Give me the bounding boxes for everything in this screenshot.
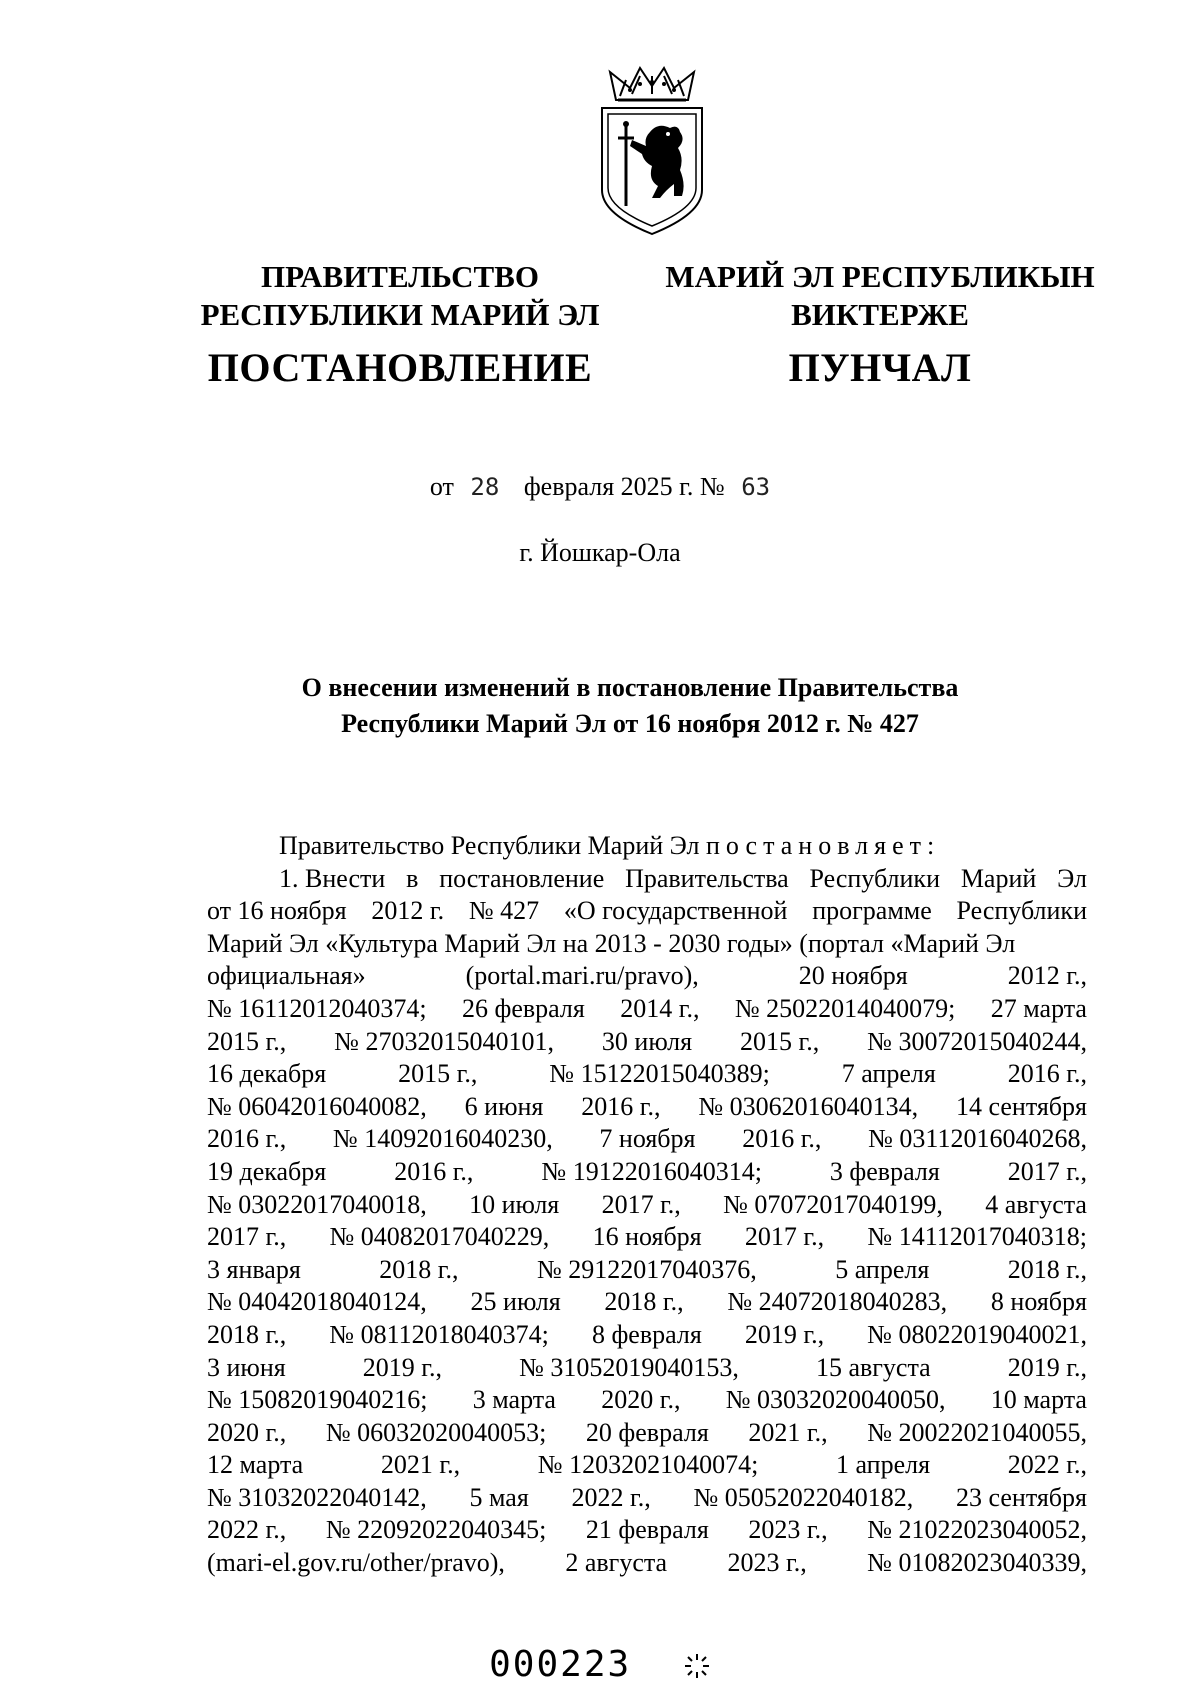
body-word: 10 июля [469, 1189, 560, 1219]
body-word: Эл [1057, 863, 1087, 893]
body-word: 3 марта [472, 1385, 556, 1415]
body-word: № 07072017040199, [723, 1189, 943, 1219]
body-word: Правительства [625, 863, 789, 893]
body-word: № 15122015040389; [549, 1059, 770, 1089]
header-right [660, 258, 1100, 392]
body-word: 3 января [207, 1254, 301, 1284]
body-line [207, 863, 1087, 896]
body-word: программе [812, 896, 932, 926]
date-line [0, 472, 1200, 502]
body-word: № 04082017040229, [329, 1222, 550, 1252]
body-line [207, 993, 1087, 1026]
document-body [207, 830, 1087, 1580]
date-prefix: от [429, 472, 454, 501]
body-word: 2012 г., [1007, 961, 1087, 991]
body-word: 2018 г., [207, 1319, 287, 1349]
header-right-line1: МАРИЙ ЭЛ РЕСПУБЛИКЫН [665, 259, 1095, 294]
body-word: 5 мая [469, 1482, 529, 1512]
body-word: 23 сентября [956, 1482, 1087, 1512]
body-word: 20 ноября [798, 961, 908, 991]
body-word: № 29122017040376, [536, 1254, 757, 1284]
body-word: № 31052019040153, [519, 1352, 739, 1382]
body-line [207, 1286, 1087, 1319]
asterisk-icon [683, 1652, 711, 1680]
body-word: 26 февраля [461, 993, 585, 1023]
body-word: № 03062016040134, [698, 1091, 919, 1121]
body-word: 2015 г., [398, 1059, 478, 1089]
header-left-line1: ПРАВИТЕЛЬСТВО [261, 259, 539, 294]
document-title [200, 670, 1060, 742]
body-word: 3 июня [207, 1352, 286, 1382]
body-word: № 24072018040283, [727, 1287, 948, 1317]
body-line [207, 1482, 1087, 1515]
body-word: 2017 г., [744, 1222, 825, 1252]
body-word: 30 июля [601, 1026, 693, 1056]
body-word: 2017 г., [601, 1189, 681, 1219]
intro-text: Правительство Республики Марий Эл [279, 831, 700, 860]
body-word: № 16112012040374; [207, 993, 427, 1023]
body-line [207, 1449, 1087, 1482]
body-word: 16 декабря [207, 1059, 327, 1089]
body-lines [207, 863, 1087, 1580]
body-word: 27 марта [990, 993, 1087, 1023]
body-word: 2023 г., [748, 1515, 828, 1545]
body-word: 2018 г., [379, 1254, 459, 1284]
body-word: № 31032022040142, [207, 1482, 427, 1512]
body-line [207, 1058, 1087, 1091]
body-word: (mari-el.gov.ru/other/pravo), [207, 1548, 505, 1578]
body-word: № 27032015040101, [334, 1026, 554, 1056]
body-word: 2016 г., [394, 1156, 474, 1186]
body-word: 6 июня [464, 1091, 544, 1121]
body-word: 2021 г., [748, 1417, 828, 1447]
body-word: 5 апреля [835, 1254, 930, 1284]
body-line [207, 895, 1087, 928]
body-word: Марий Эл «Культура Марий Эл на 2013 - 2030 годы» (портал «Марий Эл [207, 928, 1016, 958]
header-right-line2: ВИКТЕРЖЕ [791, 297, 969, 332]
body-word: № 19122016040314; [541, 1156, 762, 1186]
body-word: 8 ноября [990, 1287, 1087, 1317]
intro-spaced: постановляет: [705, 831, 941, 860]
body-line [207, 1156, 1087, 1189]
coat-of-arms-icon [596, 66, 708, 238]
body-word: официальная» [207, 961, 366, 991]
body-word: № 08022019040021, [867, 1319, 1087, 1349]
body-word: 2022 г., [571, 1482, 651, 1512]
body-word: 2019 г., [744, 1319, 825, 1349]
body-word: № 15082019040216; [207, 1385, 428, 1415]
body-word: 21 февраля [585, 1515, 709, 1545]
body-word: 2016 г., [742, 1124, 822, 1154]
body-word: в [406, 863, 419, 893]
body-word: № 21022023040052, [867, 1515, 1087, 1545]
body-word: № 22092022040345; [325, 1515, 547, 1545]
body-intro [207, 830, 1087, 863]
body-word: 19 декабря [207, 1156, 327, 1186]
body-word: 2020 г., [601, 1385, 681, 1415]
body-word: 3 февраля [829, 1156, 940, 1186]
body-word: 2012 г. [371, 896, 445, 926]
footer [0, 1644, 1200, 1685]
header-left-line2: РЕСПУБЛИКИ МАРИЙ ЭЛ [200, 297, 600, 332]
body-word: 4 августа [985, 1189, 1087, 1219]
body-word: № 03032020040050, [725, 1385, 946, 1415]
body-word: 2022 г., [207, 1515, 287, 1545]
body-line [207, 1123, 1087, 1156]
body-line [207, 1221, 1087, 1254]
body-word: № 06032020040053; [325, 1417, 547, 1447]
body-line [207, 1254, 1087, 1287]
city: г. Йошкар-Ола [519, 538, 681, 567]
body-line [207, 1189, 1087, 1222]
body-word: 2020 г., [207, 1417, 287, 1447]
body-word: № 30072015040244, [867, 1026, 1087, 1056]
body-word: 2018 г., [604, 1287, 684, 1317]
body-word: № 06042016040082, [207, 1091, 427, 1121]
body-word: 2 августа [565, 1548, 668, 1578]
body-word: 10 марта [990, 1385, 1087, 1415]
date-day: 28 [470, 473, 500, 501]
body-word: 2019 г., [1007, 1352, 1087, 1382]
body-word: 2016 г., [581, 1091, 661, 1121]
form-number: 000223 [489, 1644, 632, 1685]
body-word: 2016 г., [207, 1124, 287, 1154]
body-word: 2017 г., [1007, 1156, 1087, 1186]
body-line [207, 1417, 1087, 1450]
header-left-title: ПОСТАНОВЛЕНИЕ [207, 345, 593, 390]
title-line2: Республики Марий Эл от 16 ноября 2012 г. № 427 [341, 709, 919, 738]
body-word: 1. Внести [279, 863, 386, 893]
body-line [207, 1514, 1087, 1547]
title-line1: О внесении изменений в постановление Правительства [301, 673, 959, 702]
body-word: № 20022021040055, [867, 1417, 1087, 1447]
body-word: 8 февраля [591, 1319, 702, 1349]
body-line [207, 1547, 1087, 1580]
body-word: 7 ноября [599, 1124, 696, 1154]
body-word: № 03112016040268, [868, 1124, 1087, 1154]
body-word: № 12032021040074; [537, 1450, 759, 1480]
body-word: 16 ноября [592, 1222, 702, 1252]
body-word: 2021 г., [380, 1450, 461, 1480]
date-month-year: февраля 2025 г. № [523, 472, 725, 501]
body-line [207, 1319, 1087, 1352]
body-word: 15 августа [815, 1352, 931, 1382]
body-word: «О государственной [563, 896, 788, 926]
body-word: 2018 г., [1007, 1254, 1087, 1284]
body-word: Республики [956, 896, 1087, 926]
body-word: № 03022017040018, [207, 1189, 427, 1219]
body-word: № 05052022040182, [693, 1482, 914, 1512]
body-word: Республики [809, 863, 940, 893]
body-word: № 01082023040339, [867, 1548, 1087, 1578]
body-word: № 08112018040374; [329, 1319, 549, 1349]
body-word: 1 апреля [835, 1450, 931, 1480]
document-number: 63 [741, 473, 771, 501]
body-word: 2015 г., [739, 1026, 820, 1056]
body-line [207, 928, 1087, 961]
body-word: 2015 г., [207, 1026, 287, 1056]
body-line [207, 1384, 1087, 1417]
body-word: № 14092016040230, [332, 1124, 553, 1154]
body-word: 12 марта [207, 1450, 304, 1480]
body-line [207, 960, 1087, 993]
body-word: 2014 г., [620, 993, 700, 1023]
body-word: 20 февраля [585, 1417, 709, 1447]
body-word: 7 апреля [841, 1059, 936, 1089]
body-line [207, 1091, 1087, 1124]
body-line [207, 1026, 1087, 1059]
body-line [207, 1352, 1087, 1385]
body-word: № 25022014040079; [734, 993, 956, 1023]
body-word: 14 сентября [956, 1091, 1087, 1121]
body-word: № 14112017040318; [867, 1222, 1087, 1252]
body-word: от 16 ноября [207, 896, 347, 926]
body-word: Марий [960, 863, 1037, 893]
body-word: № 427 [468, 896, 540, 926]
body-word: № 04042018040124, [207, 1287, 427, 1317]
body-word: 2019 г., [362, 1352, 443, 1382]
header-left [180, 258, 620, 392]
body-word: 2016 г., [1007, 1059, 1087, 1089]
body-word: (portal.mari.ru/pravo), [465, 961, 699, 991]
header-right-title: ПУНЧАЛ [788, 345, 972, 390]
body-word: 2017 г., [207, 1222, 287, 1252]
body-word: 2023 г., [727, 1548, 807, 1578]
body-word: 2022 г., [1007, 1450, 1087, 1480]
body-word: 25 июля [470, 1287, 561, 1317]
body-word: постановление [439, 863, 605, 893]
